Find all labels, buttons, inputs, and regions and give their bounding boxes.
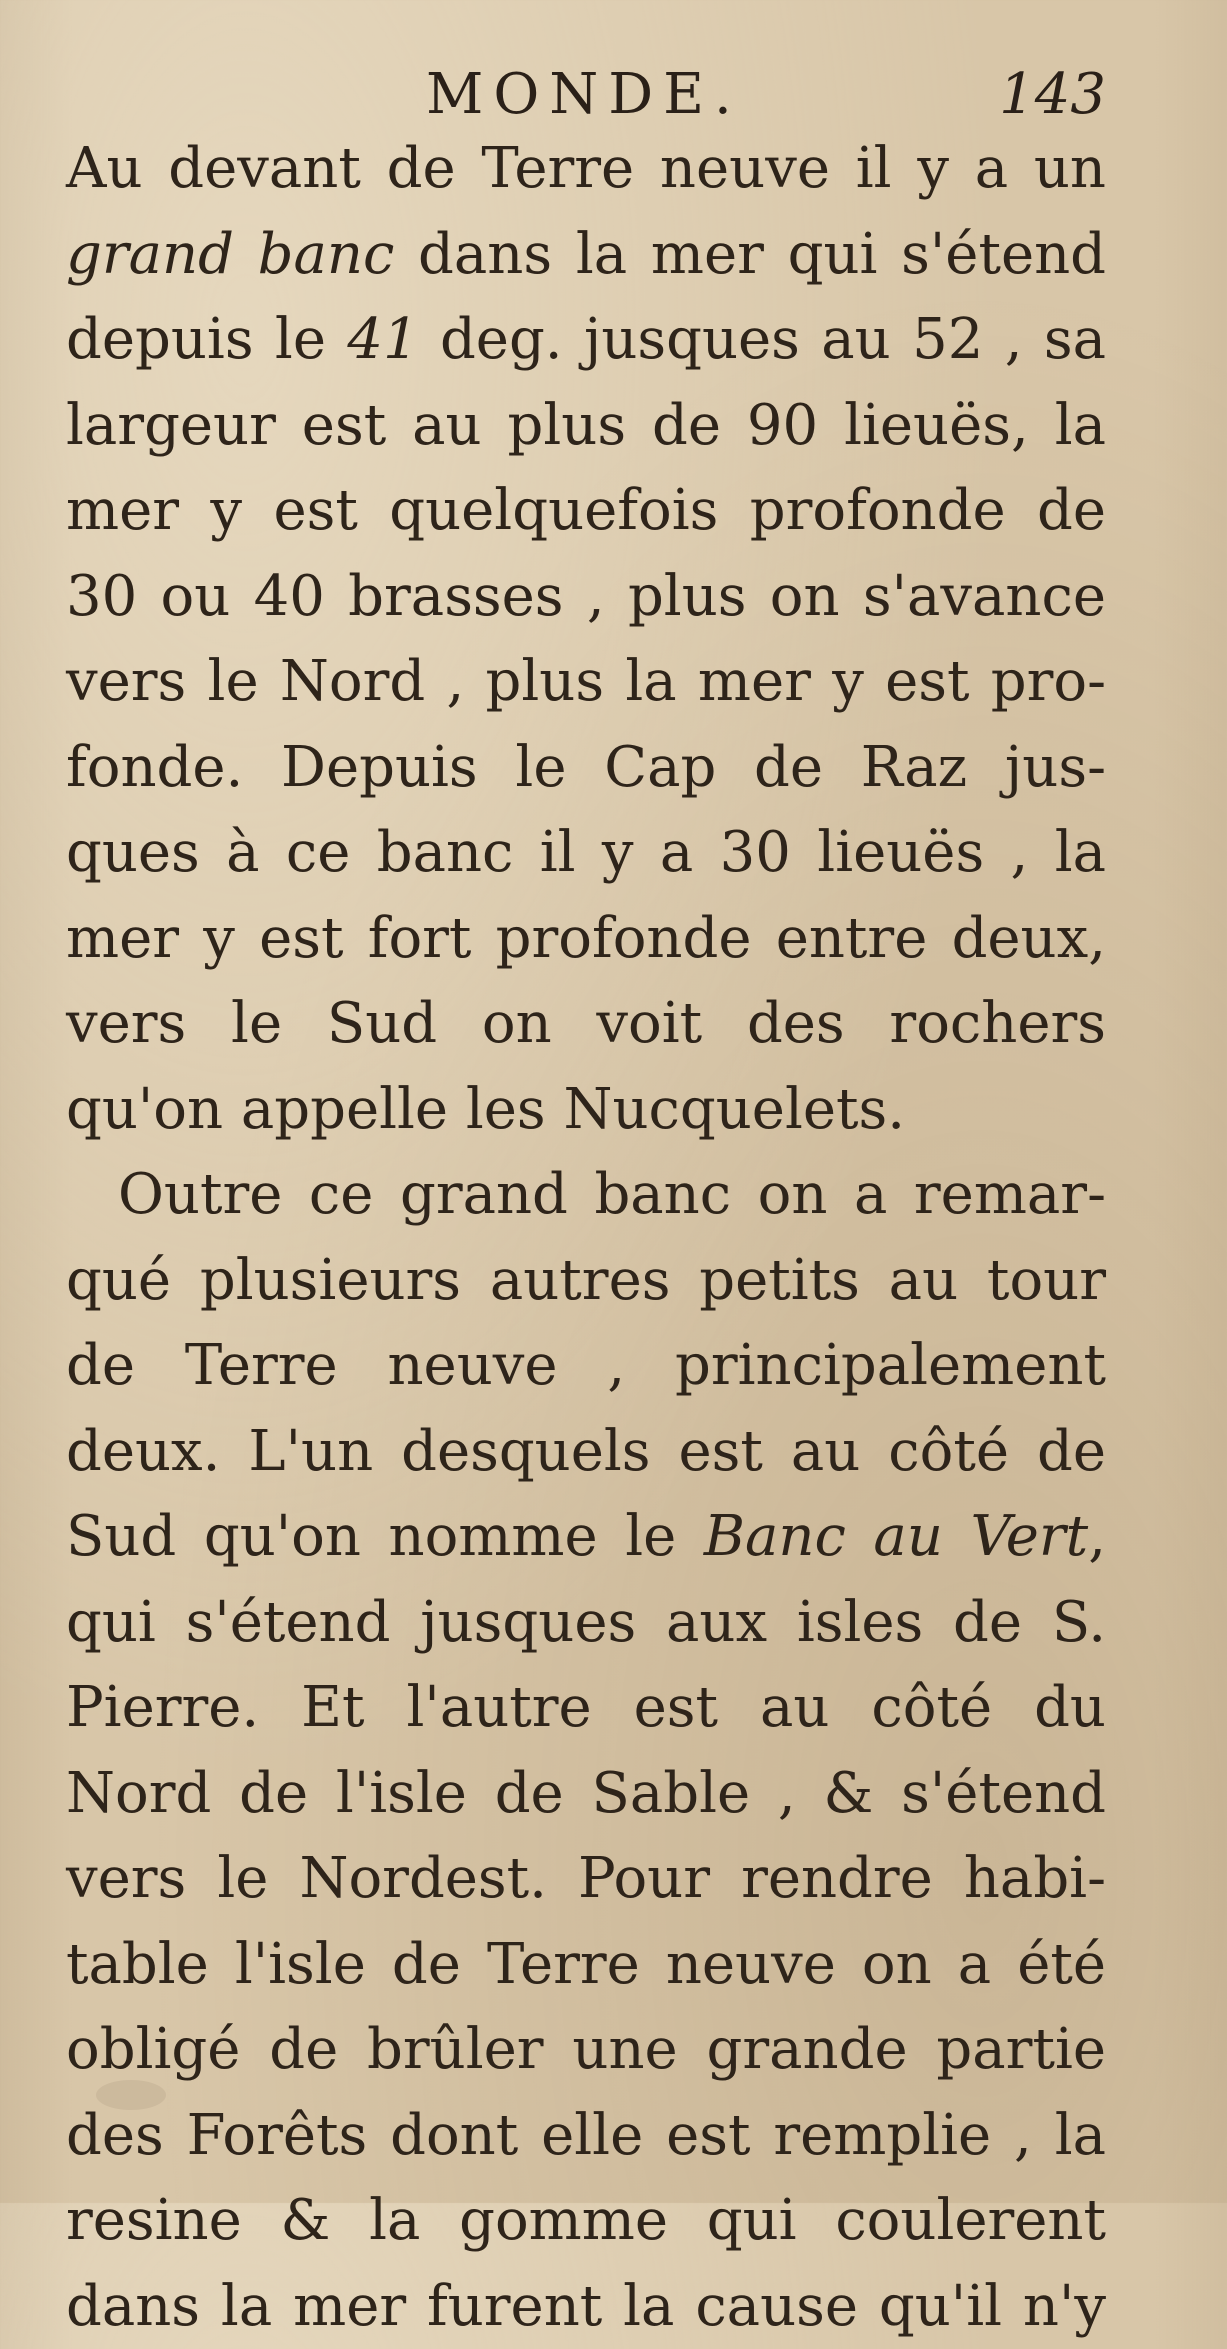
text-span: mer y est fort profonde entre deux, xyxy=(66,906,1106,971)
text-span: dans la mer qui s'étend xyxy=(394,222,1106,287)
text-span: de Terre neuve , principalement xyxy=(66,1333,1106,1398)
text-span: vers le Nord , plus la mer y est pro- xyxy=(66,649,1106,714)
text-line xyxy=(66,2007,1106,2093)
text-line xyxy=(66,383,1106,469)
text-line xyxy=(66,981,1106,1067)
text-line xyxy=(66,810,1106,896)
text-span: ques à ce banc il y a 30 lieuës , la xyxy=(66,820,1106,885)
text-line xyxy=(66,2178,1106,2264)
text-line xyxy=(66,1751,1106,1837)
ink-smudge xyxy=(96,2080,166,2110)
italic-text: grand banc xyxy=(66,222,394,287)
text-span: Au devant de Terre neuve il y a un xyxy=(66,136,1106,201)
text-line xyxy=(66,2093,1106,2179)
text-line xyxy=(66,2264,1106,2349)
text-span: Pierre. Et l'autre est au côté du xyxy=(66,1675,1106,1740)
italic-text: 41 xyxy=(347,307,418,372)
text-line xyxy=(66,468,1106,554)
italic-text: Banc au Vert xyxy=(704,1504,1088,1569)
text-span: largeur est au plus de 90 lieuës, la xyxy=(66,393,1106,458)
text-line xyxy=(66,896,1106,982)
text-span: table l'isle de Terre neuve on a été xyxy=(66,1932,1106,1997)
text-line xyxy=(66,1067,1106,1153)
text-line xyxy=(66,725,1106,811)
text-line xyxy=(66,1323,1106,1409)
text-line xyxy=(66,126,1106,212)
text-span: fonde. Depuis le Cap de Raz jus- xyxy=(66,735,1106,800)
text-span: qui s'étend jusques aux isles de S. xyxy=(66,1590,1106,1655)
text-span: mer y est quelquefois profonde de xyxy=(66,478,1106,543)
text-span: vers le Nordest. Pour rendre habi- xyxy=(66,1846,1106,1911)
running-head xyxy=(66,62,1106,132)
text-line xyxy=(66,1494,1106,1580)
text-span: depuis le xyxy=(66,307,347,372)
text-span: qué plusieurs autres petits au tour xyxy=(66,1248,1106,1313)
page-number: 143 xyxy=(999,62,1106,127)
text-line xyxy=(66,1580,1106,1666)
text-line xyxy=(66,639,1106,725)
running-title: MONDE. xyxy=(426,62,742,127)
text-span: Sud qu'on nomme le xyxy=(66,1504,704,1569)
body-text xyxy=(66,126,1106,2349)
text-span: des Forêts dont elle est remplie , la xyxy=(66,2103,1106,2168)
text-span: Outre ce grand banc on a remar- xyxy=(118,1162,1106,1227)
text-span: , xyxy=(1088,1504,1106,1569)
text-line xyxy=(66,1238,1106,1324)
text-span: deux. L'un desquels est au côté de xyxy=(66,1419,1106,1484)
text-line xyxy=(66,554,1106,640)
text-span: 30 ou 40 brasses , plus on s'avance xyxy=(66,564,1106,629)
text-line xyxy=(66,1152,1106,1238)
text-span: deg. jusques au 52 , sa xyxy=(419,307,1106,372)
text-span: Nord de l'isle de Sable , & s'étend xyxy=(66,1761,1106,1826)
text-line xyxy=(66,1836,1106,1922)
text-span: vers le Sud on voit des rochers xyxy=(66,991,1106,1056)
text-line xyxy=(66,1922,1106,2008)
text-line xyxy=(66,1665,1106,1751)
text-span: obligé de brûler une grande partie xyxy=(66,2017,1106,2082)
text-span: qu'on appelle les Nucquelets. xyxy=(66,1077,905,1142)
text-span: dans la mer furent la cause qu'il n'y xyxy=(66,2274,1106,2339)
text-line xyxy=(66,1409,1106,1495)
text-line xyxy=(66,212,1106,298)
text-span: resine & la gomme qui coulerent xyxy=(66,2188,1106,2253)
text-line xyxy=(66,297,1106,383)
